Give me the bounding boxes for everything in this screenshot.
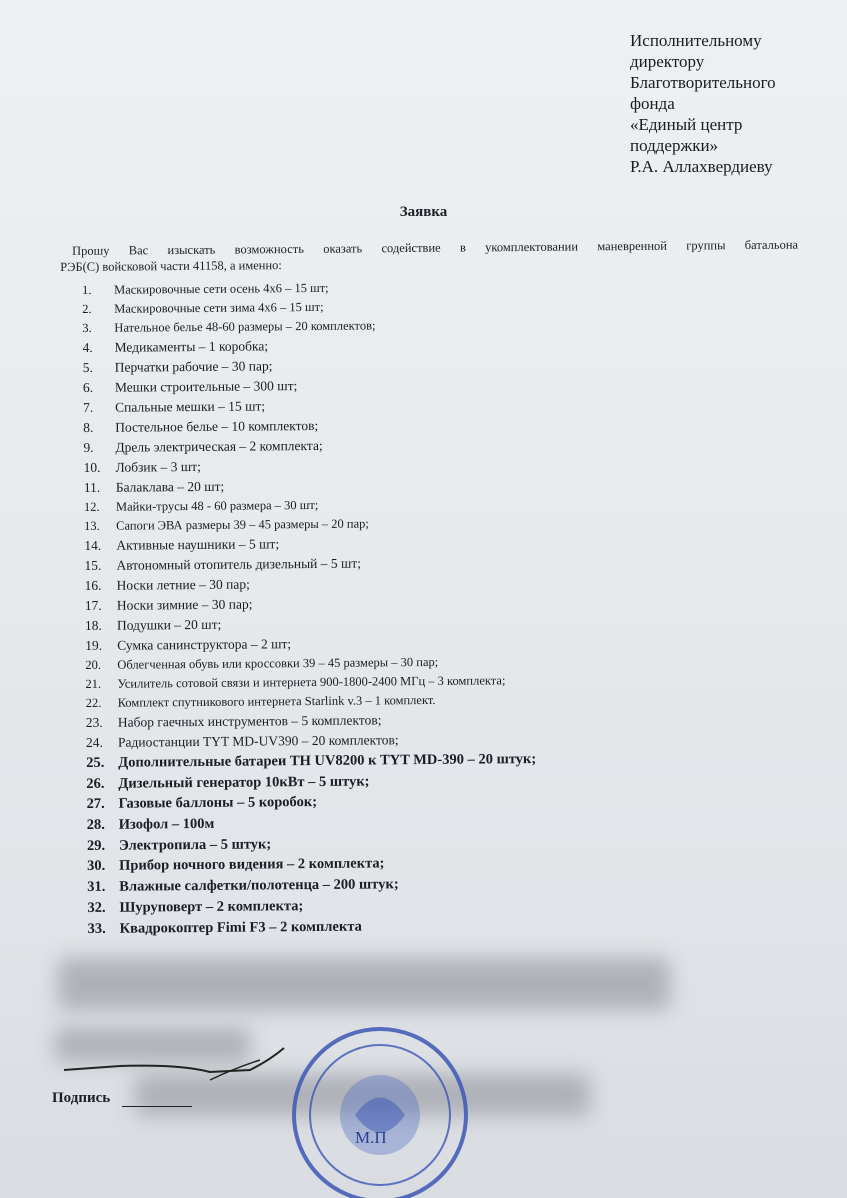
item-text: Подушки – 20 шт; [116,616,222,633]
item-number: 21. [85,676,102,691]
addressee-line: поддержки» [630,136,719,155]
item-text: Облегченная обувь или кроссовки 39 – 45 размеры – 30 пар; [117,654,439,672]
item-text: Спальные мешки – 15 шт; [115,398,266,415]
item-text: Сапоги ЭВА размеры 39 – 45 размеры – 20 пар; [116,516,369,533]
item-text: Шуруповерт – 2 комплекта; [119,897,304,916]
item-text: Усилитель сотовой связи и интернета 900-1800-2400 МГц – 3 комплекта; [117,673,506,691]
item-text: Постельное белье – 10 комплектов; [115,417,319,435]
item-number: 19. [85,637,103,653]
item-text: Дизельный генератор 10кВт – 5 штук; [118,773,370,792]
item-number: 4. [82,339,93,355]
item-number: 5. [82,359,93,375]
item-text: Радиостанции TYT MD-UV390 – 20 комплектов; [117,732,399,750]
item-text: Газовые баллоны – 5 коробок; [118,794,318,813]
intro-line: РЭБ(С) войсковой части 41158, а именно: [60,258,282,274]
addressee-line: Благотворительного [630,73,776,92]
item-number: 27. [86,796,105,813]
item-number: 31. [87,878,106,896]
addressee-line: фонда [630,94,675,113]
item-number: 28. [86,816,105,834]
handwritten-signature [60,1030,300,1090]
item-number: 26. [86,775,105,792]
item-text: Маскировочные сети зима 4х6 – 15 шт; [114,299,324,316]
signature-label: Подпись [52,1090,111,1106]
item-text: Носки зимние – 30 пар; [116,596,253,613]
item-number: 23. [85,714,103,730]
official-stamp [285,1020,475,1198]
item-text: Активные наушники – 5 шт; [116,536,280,553]
item-number: 13. [84,518,100,533]
item-number: 25. [86,754,105,771]
item-number: 29. [86,837,106,854]
intro-line: Прошу Вас изыскать возможность оказать содействие в укомплектовании маневренной группы батальона [72,237,799,258]
addressee-block [630,30,830,177]
item-number: 9. [83,439,94,455]
item-number: 1. [82,282,92,297]
request-intro [60,237,798,275]
item-text: Майки-трусы 48 - 60 размера – 30 шт; [115,497,319,514]
item-text: Дрель электрическая – 2 комплекта; [115,437,323,455]
item-text: Изофол – 100м [118,815,215,833]
item-text: Перчатки рабочие – 30 пар; [114,358,273,375]
item-number: 7. [83,399,94,415]
item-number: 17. [84,597,102,613]
item-text: Носки летние – 30 пар; [116,576,250,593]
item-number: 14. [84,537,102,553]
addressee-line: Р.А. Аллахвердиеву [630,157,773,176]
item-number: 32. [87,899,106,916]
request-items-list [82,278,688,941]
addressee-line: директору [630,52,705,71]
item-number: 20. [85,657,102,672]
item-text: Электропила – 5 штук; [118,836,272,854]
item-text: Комплект спутникового интернета Starlink v.3 – 1 комплект. [117,692,436,710]
item-text: Медикаменты – 1 коробка; [114,338,269,355]
item-number: 18. [84,617,102,633]
item-text: Автономный отопитель дизельный – 5 шт; [116,555,362,573]
item-number: 6. [82,379,94,395]
item-number: 24. [85,734,103,750]
item-number: 15. [84,557,102,573]
request-item [88,915,688,941]
signature-line [122,1106,192,1107]
item-text: Влажные салфетки/полотенца – 200 штук; [119,876,399,895]
item-text: Нательное белье 48-60 размеры – 20 комплектов; [114,318,376,335]
stamp-place-label: М.П [355,1128,387,1147]
item-number: 30. [87,858,106,875]
item-number: 2. [82,301,92,316]
item-text: Дополнительные батареи TH UV8200 к TYT MD-390 – 20 штук; [118,751,537,771]
item-number: 8. [83,419,94,435]
item-number: 11. [83,479,101,495]
item-text: Квадрокоптер Fimi F3 – 2 комплекта [119,918,362,937]
item-text: Прибор ночного видения – 2 комплекта; [119,855,385,875]
redacted-text-block [58,958,670,1010]
item-text: Балаклава – 20 шт; [115,478,225,495]
item-number: 33. [87,920,106,937]
item-text: Сумка санинструктора – 2 шт; [117,636,292,653]
addressee-line: Исполнительному [630,31,762,50]
item-number: 12. [83,499,100,514]
document-title: Заявка [399,204,448,220]
item-number: 16. [84,577,102,593]
item-number: 3. [82,320,92,335]
item-number: 10. [83,459,101,475]
item-text: Маскировочные сети осень 4х6 – 15 шт; [113,280,329,297]
addressee-line: «Единый центр [630,115,743,134]
item-number: 22. [85,695,102,710]
item-text: Мешки строительные – 300 шт; [114,378,298,395]
item-text: Лобзик – 3 шт; [115,458,201,475]
item-text: Набор гаечных инструментов – 5 комплектов; [117,712,382,730]
